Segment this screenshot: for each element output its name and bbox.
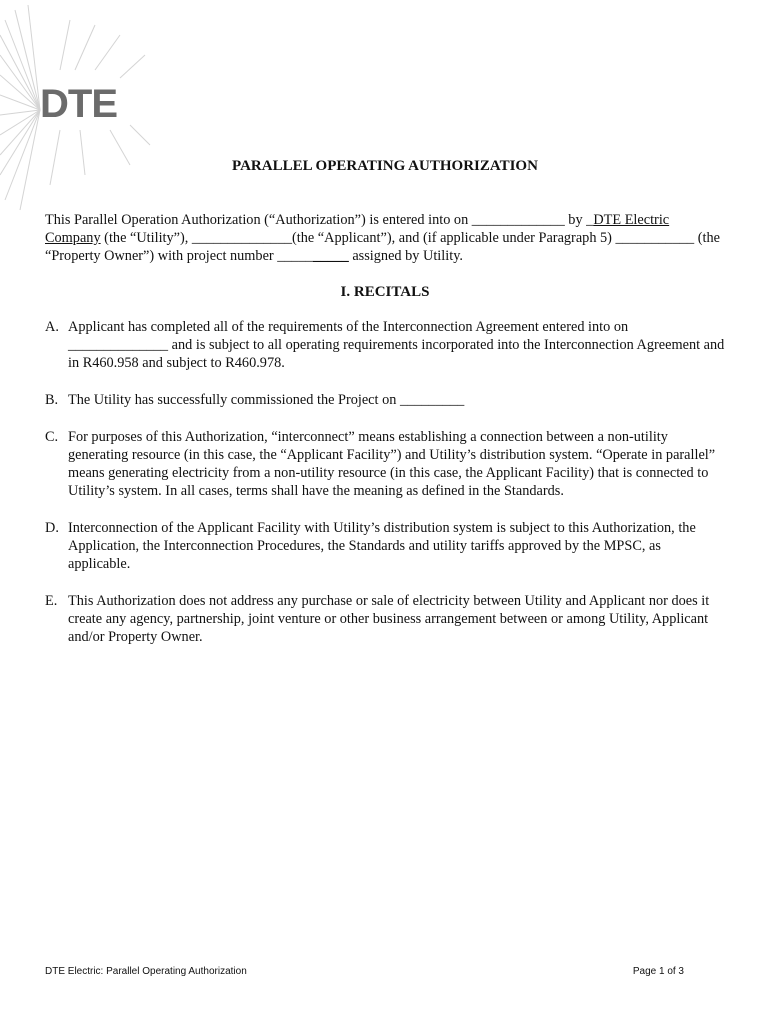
utility-name: DTE Electric Company <box>45 212 670 246</box>
footer-page-number: Page 1 of 3 <box>632 966 684 977</box>
intro-part2: (the “Utility”), ______________(the “Applicant”), and (if applicable under Paragraph 5) ___________ (the “Property Owner”) with project number _____ <box>45 230 720 264</box>
recital-letter: B. <box>45 392 59 408</box>
recital-item <box>45 592 725 646</box>
recital-text: This Authorization does not address any purchase or sale of electricity between Utility and Applicant nor does it create any agency, partnership, joint venture or other business arrangement between or among Utility, Applicant and/or Property Owner. <box>68 593 710 645</box>
recital-letter: A. <box>45 319 59 335</box>
recital-item <box>45 428 725 500</box>
recital-letter: E. <box>45 593 58 609</box>
section-heading: I. RECITALS <box>340 284 430 300</box>
recital-letter: C. <box>45 429 59 445</box>
footer-document-name: DTE Electric: Parallel Operating Authorization <box>45 966 247 977</box>
recital-item <box>45 519 725 573</box>
document-title: PARALLEL OPERATING AUTHORIZATION <box>232 158 538 174</box>
recital-item <box>45 391 725 409</box>
recital-text: The Utility has successfully commissioned the Project on _________ <box>68 392 465 408</box>
recital-letter: D. <box>45 520 59 536</box>
recital-text: Applicant has completed all of the requirements of the Interconnection Agreement entered into on ______________ and is subject to all operating requirements incorporated into the Interconnection Agreement and in R460.958 and subject to R460.978. <box>68 319 725 371</box>
dte-logo <box>0 0 160 220</box>
recital-text: For purposes of this Authorization, “interconnect” means establishing a connection between a non-utility generating resource (in this case, the “Applicant Facility”) and Utility’s distribution system. “Operate in parallel” means generating electricity from a non-utility resource (in this case, the Applicant Facility) that is connected to Utility’s system. In all cases, terms shall have the meaning as defined in the Standards. <box>68 429 716 499</box>
recitals-list <box>45 318 725 665</box>
intro-part1: This Parallel Operation Authorization (“Authorization”) is entered into on _____________ by _ <box>45 212 594 228</box>
recital-text: Interconnection of the Applicant Facility with Utility’s distribution system is subject to this Authorization, the Application, the Interconnection Procedures, the Standards and utility tariffs approved by the MPSC, as applicable. <box>68 520 696 572</box>
logo-text: DTE <box>40 82 117 126</box>
project-number-blank: _____ <box>313 248 349 264</box>
recital-item <box>45 318 725 372</box>
intro-part3: assigned by Utility. <box>348 248 463 264</box>
intro-paragraph <box>45 211 725 265</box>
